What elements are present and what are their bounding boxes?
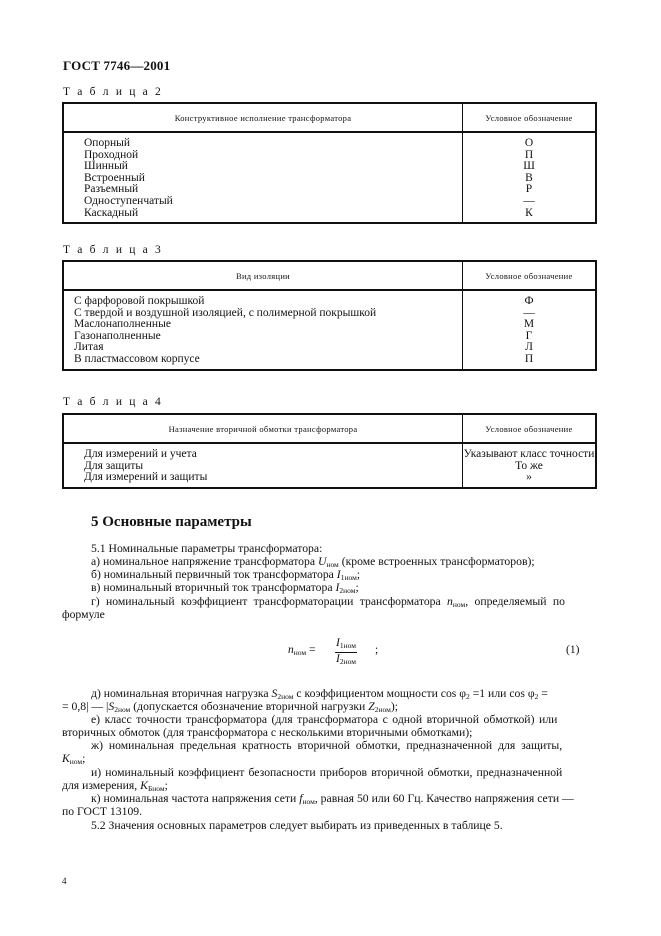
subscript: 2ном	[339, 586, 356, 595]
table-cell: Ф	[524, 295, 534, 307]
subscript: 2ном	[374, 705, 391, 714]
table-cell: Для измерений и защиты	[84, 471, 208, 484]
text: , равная 50 или 60 Гц. Качество напряжения сети —	[314, 792, 574, 805]
table-cell: —	[523, 306, 535, 319]
table-cell: Л	[525, 341, 533, 354]
table-cell: В	[525, 171, 533, 184]
symbol: S	[108, 700, 115, 713]
equals: =	[306, 644, 316, 656]
table-cell: Маслонаполненные	[74, 318, 171, 331]
table-2-caption: Т а б л и ц а 2	[63, 86, 164, 98]
table-cell: Ш	[523, 160, 535, 173]
denominator	[335, 653, 357, 668]
table-cell: К	[525, 206, 533, 219]
table-3-col-designation	[463, 290, 597, 370]
table-cell: —	[523, 194, 535, 207]
item-k	[91, 793, 574, 809]
subscript: Бном	[147, 784, 165, 793]
table-cell: П	[524, 148, 534, 161]
table-cell: Указывают класс точности	[463, 448, 595, 460]
symbol: n	[288, 644, 294, 656]
table-cell: П	[524, 352, 534, 365]
document-header-title: ГОСТ 7746—2001	[63, 58, 171, 73]
table-cell: Проходной	[84, 148, 139, 161]
text: );	[390, 700, 399, 713]
subscript: 2	[534, 692, 539, 701]
text: г) номинальный коэффициент трансформаторации трансформатора	[91, 595, 448, 608]
page-number: 4	[62, 876, 67, 886]
item-g	[91, 596, 565, 612]
text: с коэффициентом мощности cos φ	[293, 687, 467, 700]
table-cell: Литая	[74, 341, 104, 354]
subscript: ном	[69, 757, 83, 766]
table-cell: Одноступенчатый	[84, 194, 173, 207]
symbol: S	[271, 687, 278, 700]
table-cell: Газонаполненные	[74, 329, 161, 342]
table-cell: Встроенный	[84, 171, 145, 184]
table-cell: Г	[525, 329, 533, 342]
text: (допускается обозначение вторичной нагрузки	[130, 700, 369, 713]
table-2-header-construction: Конструктивное исполнение трансформатора	[63, 103, 463, 132]
table-3-header-designation: Условное обозначение	[463, 261, 597, 290]
item-e: е) класс точности трансформатора (для трансформатора с одной вторичной обмоткой) или	[91, 713, 558, 726]
text: ;	[164, 779, 168, 792]
table-cell: Разъемный	[84, 183, 139, 196]
numerator	[335, 637, 357, 653]
text: , определяемый по	[465, 595, 565, 608]
paragraph-5-1: 5.1 Номинальные параметры трансформатора:	[91, 542, 323, 555]
text: к) номинальная частота напряжения сети	[91, 792, 300, 805]
table-cell: Шинный	[84, 160, 128, 173]
text: ;	[356, 568, 361, 581]
symbol: U	[317, 555, 327, 568]
table-2-header-designation: Условное обозначение	[463, 103, 597, 132]
table-cell: В пластмассовом корпусе	[74, 352, 200, 365]
table-cell: Р	[525, 183, 533, 196]
table-2-col-construction	[63, 132, 463, 223]
table-cell: Опорный	[84, 137, 130, 149]
table-cell: »	[526, 471, 532, 484]
formula-fraction	[335, 637, 357, 668]
subscript: 2	[466, 692, 470, 701]
table-cell: То же	[515, 459, 543, 472]
text: б) номинальный первичный ток трансформатора	[91, 568, 337, 581]
item-g-continuation: формуле	[62, 608, 105, 621]
symbol: f	[299, 792, 303, 805]
symbol: K	[140, 779, 148, 792]
text: =1 или cos φ	[469, 687, 535, 700]
text: =	[538, 687, 548, 700]
paragraph-5-2: 5.2 Значения основных параметров следует выбирать из приведенных в таблице 5.	[91, 819, 503, 832]
table-2-col-designation	[463, 132, 597, 223]
symbol: K	[62, 752, 70, 765]
table-cell: О	[524, 137, 534, 149]
table-4	[62, 413, 597, 489]
item-zh-continuation	[62, 753, 85, 769]
section-heading: 5 Основные параметры	[91, 514, 252, 530]
item-e-continuation: вторичных обмоток (для трансформатора с несколькими вторичными обмотками);	[62, 726, 473, 739]
subscript: ном	[326, 560, 339, 569]
text: для измерения,	[62, 779, 141, 792]
table-cell: Для защиты	[84, 459, 144, 472]
table-4-header-designation: Условное обозначение	[463, 414, 597, 443]
table-4-col-purpose	[63, 443, 463, 488]
formula-1	[0, 636, 661, 666]
text: = 0,8| — |	[62, 700, 109, 713]
subscript: ном	[452, 600, 466, 609]
table-4-header-purpose: Назначение вторичной обмотки трансформатора	[63, 414, 463, 443]
table-cell: М	[523, 318, 535, 331]
table-4-col-designation	[463, 443, 597, 488]
table-cell: С твердой и воздушной изоляцией, с полимерной покрышкой	[74, 306, 377, 319]
subscript: ном	[302, 797, 315, 806]
table-3-col-insulation	[63, 290, 463, 370]
subscript: 1ном	[340, 573, 357, 582]
table-3-caption: Т а б л и ц а 3	[63, 244, 164, 256]
formula-tail: ;	[375, 644, 379, 656]
table-2	[62, 102, 597, 224]
item-zh: ж) номинальная предельная кратность вторичной обмотки, предназначенной для защиты,	[91, 739, 563, 752]
symbol: n	[447, 595, 453, 608]
text: д) номинальная вторичная нагрузка	[91, 687, 272, 700]
formula-lhs	[288, 644, 316, 657]
subscript: ном	[293, 648, 307, 657]
subscript: 2ном	[339, 657, 356, 666]
table-cell: С фарфоровой покрышкой	[74, 295, 205, 307]
item-k-continuation: по ГОСТ 13109.	[62, 805, 143, 818]
table-4-caption: Т а б л и ц а 4	[63, 396, 164, 408]
subscript: 2ном	[277, 692, 294, 701]
subscript: 2ном	[114, 705, 131, 714]
symbol: I	[336, 637, 340, 649]
symbol: I	[336, 653, 340, 665]
text: в) номинальный вторичный ток трансформатора	[91, 581, 336, 594]
symbol: Z	[368, 700, 375, 713]
table-cell: Для измерений и учета	[84, 448, 197, 460]
text: а) номинальное напряжение трансформатора	[91, 555, 318, 568]
table-cell: Каскадный	[84, 206, 139, 219]
text: (кроме встроенных трансформаторов);	[338, 555, 535, 568]
symbol: I	[336, 568, 341, 581]
text: ;	[355, 581, 359, 594]
item-i: и) номинальный коэффициент безопасности приборов вторичной обмотки, предназначенной	[91, 766, 563, 779]
subscript: 1ном	[339, 641, 356, 650]
table-3-header-insulation: Вид изоляции	[63, 261, 463, 290]
formula-number: (1)	[566, 644, 580, 656]
symbol: I	[335, 581, 340, 594]
text: ;	[82, 752, 86, 765]
table-3	[62, 260, 597, 371]
